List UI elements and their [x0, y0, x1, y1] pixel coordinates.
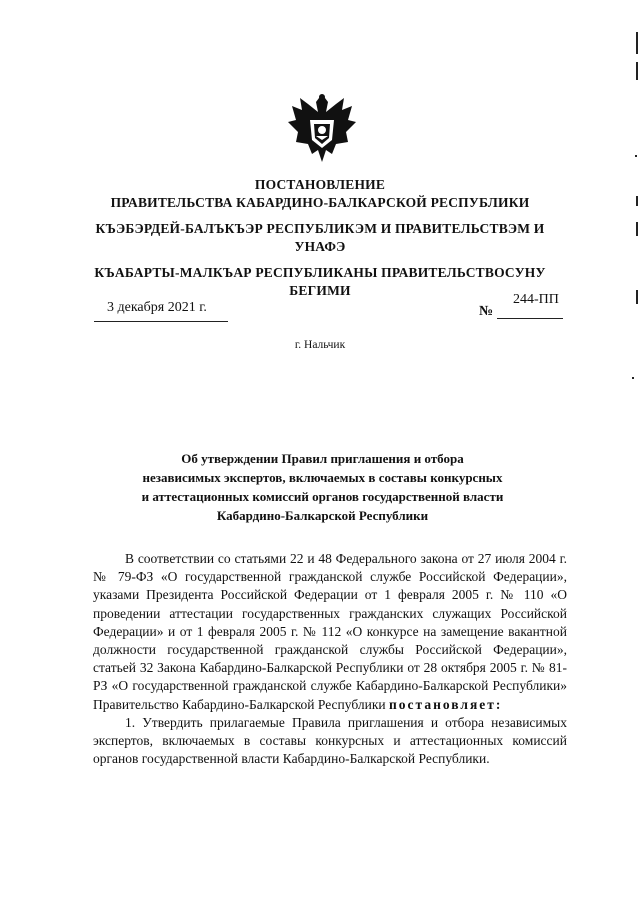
- date-underline: [94, 321, 228, 322]
- scan-edge-mark: [636, 196, 638, 206]
- scan-dot: [632, 377, 634, 379]
- document-number: 244-ПП: [513, 292, 559, 307]
- doc-type-heading: ПОСТАНОВЛЕНИЕ: [254, 177, 386, 192]
- document-title: [100, 449, 545, 525]
- scan-dot: [635, 155, 637, 157]
- scan-edge-mark: [636, 32, 638, 54]
- kabardian-heading-line1: КЪЭБЭРДЕЙ-БАЛЪКЪЭР РЕСПУБЛИКЭМ И ПРАВИТЕЛЬСТВЭМ И: [95, 221, 545, 236]
- title-line: и аттестационных комиссий органов государственной власти: [141, 489, 504, 504]
- balkar-heading-line1: КЪАБАРТЫ-МАЛКЪАР РЕСПУБЛИКАНЫ ПРАВИТЕЛЬСТВОСУНУ: [94, 265, 546, 280]
- document-body: [93, 550, 567, 768]
- scan-edge-mark: [636, 222, 638, 236]
- item-1-paragraph: 1. Утвердить прилагаемые Правила приглашения и отбора независимых экспертов, включаемых в составы конкурсных и аттестационных комиссий органов государственной власти Кабардино-Балкарской Республики.: [93, 714, 567, 767]
- title-line: Кабардино-Балкарской Республики: [216, 508, 429, 523]
- scan-edge-mark: [636, 290, 638, 304]
- preamble-paragraph: [93, 550, 567, 714]
- scan-edge-mark: [636, 62, 638, 80]
- number-underline: [497, 318, 563, 319]
- title-line: независимых экспертов, включаемых в составы конкурсных: [142, 470, 503, 485]
- document-date: 3 декабря 2021 г.: [107, 300, 207, 315]
- preamble-text: В соответствии со статьями 22 и 48 Федерального закона от 27 июля 2004 г. № 79-ФЗ «О государственной гражданской службе Российской Федерации», указами Президента Российской Федерации от 1 февраля 2005 г. № 110 «О проведении аттестации государственных гражданских служащих Российской Федерации» и от 1 февраля 2005 г. № 112 «О конкурсе на замещение вакантной должности государственной гражданской службы Российской Федерации», статьей 32 Закона Кабардино-Балкарской Республики от 28 октября 2005 г. № 81-РЗ «О государственной гражданской службе Кабардино-Балкарской Республики» Правительство Кабардино-Балкарской Республики: [93, 551, 567, 712]
- resolves-keyword: постановляет:: [389, 696, 503, 712]
- number-sign: №: [479, 304, 494, 319]
- kabardian-heading-line2: УНАФЭ: [294, 239, 346, 254]
- balkar-heading-line2: БЕГИМИ: [289, 283, 351, 298]
- coat-of-arms-icon: [286, 90, 358, 166]
- city-label: г. Нальчик: [294, 339, 346, 351]
- issuer-heading: ПРАВИТЕЛЬСТВА КАБАРДИНО-БАЛКАРСКОЙ РЕСПУБЛИКИ: [110, 195, 530, 210]
- title-line: Об утверждении Правил приглашения и отбора: [181, 451, 464, 466]
